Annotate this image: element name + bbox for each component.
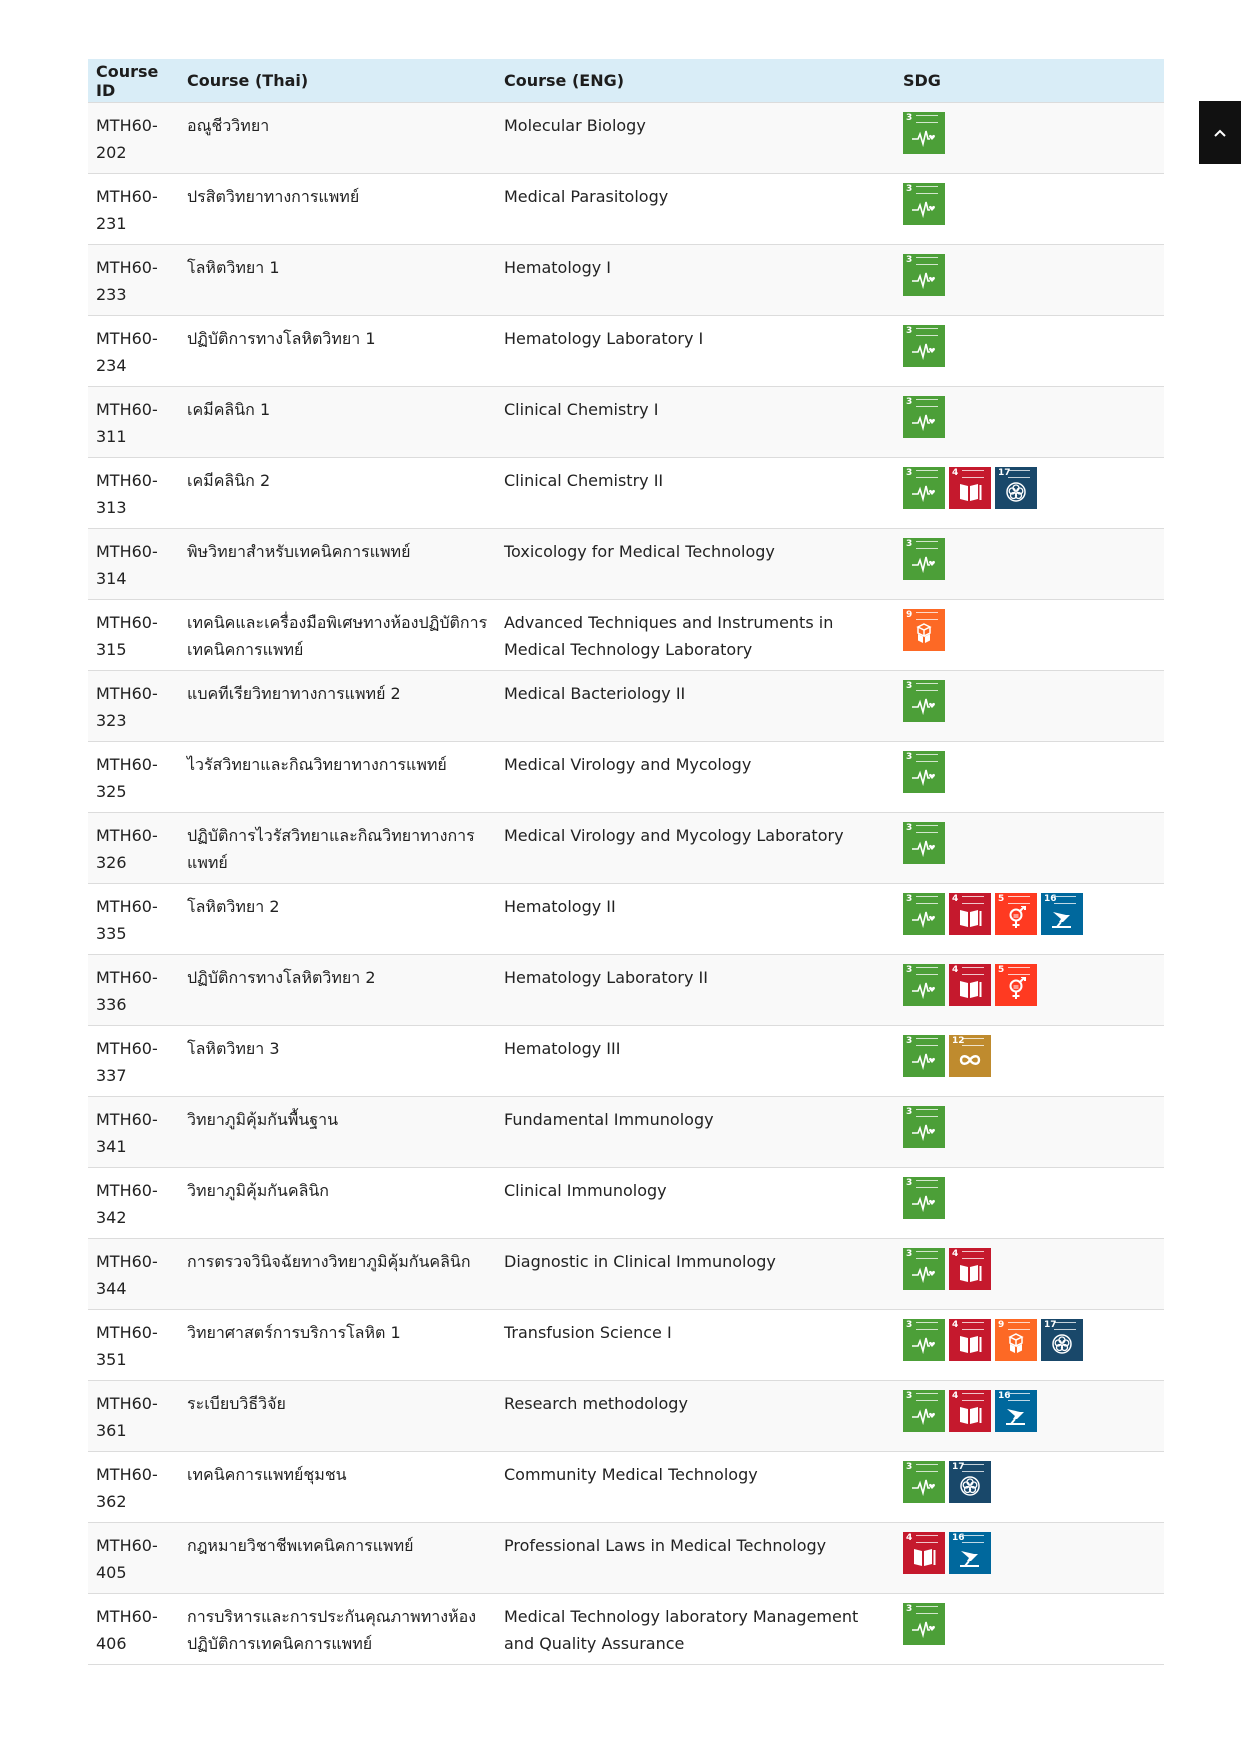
heartbeat-icon	[911, 551, 937, 575]
course-id-number: 311	[96, 427, 127, 446]
sdg-cell	[895, 600, 1164, 671]
course-id-prefix: MTH60-	[96, 1394, 158, 1413]
sdg-icon-list	[903, 1248, 1156, 1290]
sdg-12-icon: 12	[949, 1035, 991, 1077]
course-english-name: Hematology I	[504, 258, 611, 277]
course-id-prefix: MTH60-	[96, 1181, 158, 1200]
sdg-icon-list	[903, 964, 1156, 1006]
sdg-9-icon: 9	[995, 1319, 1037, 1361]
table-row	[88, 1168, 1164, 1239]
heartbeat-icon	[911, 1616, 937, 1640]
course-thai-name: วิทยาศาสตร์การบริการโลหิต 1	[187, 1323, 401, 1342]
flower-icon	[1049, 1332, 1075, 1356]
course-table	[88, 59, 1164, 1665]
header-course-eng: Course (ENG)	[504, 71, 625, 90]
table-row	[88, 458, 1164, 529]
sdg-17-icon: 17	[1041, 1319, 1083, 1361]
course-english-name: Hematology Laboratory I	[504, 329, 704, 348]
course-id-prefix: MTH60-	[96, 1323, 158, 1342]
sdg-cell	[895, 529, 1164, 600]
sdg-icon-list	[903, 609, 1156, 651]
heartbeat-icon	[911, 835, 937, 859]
course-thai-name: พิษวิทยาสำหรับเทคนิคการแพทย์	[187, 542, 411, 561]
dove-icon	[1003, 1403, 1029, 1427]
sdg-3-icon: 3	[903, 183, 945, 225]
course-id-number: 336	[96, 995, 127, 1014]
sdg-icon-list	[903, 538, 1156, 580]
course-id-prefix: MTH60-	[96, 826, 158, 845]
heartbeat-icon	[911, 693, 937, 717]
course-english-name: Clinical Chemistry II	[504, 471, 664, 490]
sdg-4-icon: 4	[903, 1532, 945, 1574]
course-id-number: 231	[96, 214, 127, 233]
course-id-prefix: MTH60-	[96, 1536, 158, 1555]
sdg-icon-list	[903, 112, 1156, 154]
course-english-name: Community Medical Technology	[504, 1465, 758, 1484]
course-id-number: 234	[96, 356, 127, 375]
book-icon	[957, 1403, 983, 1427]
course-id-number: 335	[96, 924, 127, 943]
course-id-cell	[88, 1026, 179, 1097]
table-row	[88, 813, 1164, 884]
flower-icon	[1003, 480, 1029, 504]
book-icon	[957, 480, 983, 504]
course-thai-name: เคมีคลินิก 1	[187, 400, 271, 419]
heartbeat-icon	[911, 480, 937, 504]
table-row	[88, 1026, 1164, 1097]
flower-icon	[957, 1474, 983, 1498]
table-row	[88, 1097, 1164, 1168]
course-id-cell	[88, 813, 179, 884]
sdg-16-icon: 16	[949, 1532, 991, 1574]
table-row	[88, 742, 1164, 813]
sdg-cell	[895, 1594, 1164, 1665]
sdg-cell	[895, 884, 1164, 955]
table-row	[88, 245, 1164, 316]
course-english-name: Transfusion Science I	[504, 1323, 672, 1342]
heartbeat-icon	[911, 267, 937, 291]
sdg-icon-list	[903, 183, 1156, 225]
course-id-cell	[88, 1594, 179, 1665]
sdg-3-icon: 3	[903, 325, 945, 367]
sdg-cell	[895, 742, 1164, 813]
course-id-cell	[88, 1381, 179, 1452]
course-id-number: 361	[96, 1421, 127, 1440]
sdg-5-icon: 5	[995, 964, 1037, 1006]
course-id-prefix: MTH60-	[96, 1110, 158, 1129]
sdg-cell	[895, 1381, 1164, 1452]
course-english-name: Diagnostic in Clinical Immunology	[504, 1252, 776, 1271]
sdg-16-icon: 16	[1041, 893, 1083, 935]
header-course-id: Course ID	[96, 61, 159, 100]
sdg-icon-list	[903, 467, 1156, 509]
chevron-up-icon	[1214, 129, 1226, 137]
course-id-number: 233	[96, 285, 127, 304]
sdg-cell	[895, 458, 1164, 529]
course-english-name: Advanced Techniques and Instruments in Medical Technology Laboratory	[504, 613, 834, 659]
sdg-3-icon: 3	[903, 1035, 945, 1077]
course-english-name: Medical Virology and Mycology	[504, 755, 752, 774]
course-id-prefix: MTH60-	[96, 1252, 158, 1271]
course-thai-name: วิทยาภูมิคุ้มกันพื้นฐาน	[187, 1110, 339, 1129]
course-english-name: Medical Bacteriology II	[504, 684, 686, 703]
course-english-name: Professional Laws in Medical Technology	[504, 1536, 827, 1555]
table-row	[88, 955, 1164, 1026]
sdg-icon-list	[903, 751, 1156, 793]
sdg-icon-list	[903, 254, 1156, 296]
course-id-prefix: MTH60-	[96, 471, 158, 490]
course-thai-name: โลหิตวิทยา 1	[187, 258, 280, 277]
sdg-3-icon: 3	[903, 112, 945, 154]
book-icon	[957, 906, 983, 930]
cubes-icon	[1003, 1332, 1029, 1356]
sdg-cell	[895, 813, 1164, 884]
course-id-cell	[88, 671, 179, 742]
course-id-cell	[88, 245, 179, 316]
sdg-icon-list	[903, 1461, 1156, 1503]
sdg-4-icon: 4	[949, 1319, 991, 1361]
course-id-prefix: MTH60-	[96, 116, 158, 135]
course-id-cell	[88, 174, 179, 245]
course-thai-name: เทคนิคการแพทย์ชุมชน	[187, 1465, 347, 1484]
sdg-3-icon: 3	[903, 751, 945, 793]
sdg-3-icon: 3	[903, 1390, 945, 1432]
course-thai-name: การตรวจวินิจฉัยทางวิทยาภูมิคุ้มกันคลินิก	[187, 1252, 471, 1271]
sdg-3-icon: 3	[903, 396, 945, 438]
course-id-cell	[88, 1097, 179, 1168]
sdg-cell	[895, 1523, 1164, 1594]
table-row	[88, 1239, 1164, 1310]
sdg-3-icon: 3	[903, 1106, 945, 1148]
header-sdg: SDG	[903, 71, 941, 90]
sdg-3-icon: 3	[903, 1461, 945, 1503]
sdg-3-icon: 3	[903, 538, 945, 580]
table-row	[88, 174, 1164, 245]
dove-icon	[1049, 906, 1075, 930]
course-id-cell	[88, 316, 179, 387]
course-id-number: 313	[96, 498, 127, 517]
table-row	[88, 387, 1164, 458]
table-row	[88, 671, 1164, 742]
heartbeat-icon	[911, 196, 937, 220]
heartbeat-icon	[911, 1190, 937, 1214]
course-id-cell	[88, 742, 179, 813]
book-icon	[911, 1545, 937, 1569]
course-thai-name: ปรสิตวิทยาทางการแพทย์	[187, 187, 360, 206]
sdg-16-icon: 16	[995, 1390, 1037, 1432]
header-row	[88, 59, 1164, 103]
sdg-icon-list	[903, 1035, 1156, 1077]
course-id-prefix: MTH60-	[96, 684, 158, 703]
heartbeat-icon	[911, 1119, 937, 1143]
sdg-4-icon: 4	[949, 1248, 991, 1290]
course-english-name: Hematology II	[504, 897, 616, 916]
course-thai-name: แบคทีเรียวิทยาทางการแพทย์ 2	[187, 684, 401, 703]
sdg-icon-list	[903, 680, 1156, 722]
book-icon	[957, 1261, 983, 1285]
sdg-cell	[895, 1097, 1164, 1168]
course-id-prefix: MTH60-	[96, 968, 158, 987]
course-id-prefix: MTH60-	[96, 897, 158, 916]
sdg-icon-list	[903, 325, 1156, 367]
course-id-number: 202	[96, 143, 127, 162]
sdg-3-icon: 3	[903, 467, 945, 509]
sdg-icon-list	[903, 1319, 1156, 1361]
sdg-4-icon: 4	[949, 893, 991, 935]
course-id-prefix: MTH60-	[96, 542, 158, 561]
heartbeat-icon	[911, 764, 937, 788]
sdg-cell	[895, 103, 1164, 174]
sdg-3-icon: 3	[903, 1603, 945, 1645]
sdg-3-icon: 3	[903, 254, 945, 296]
course-id-number: 325	[96, 782, 127, 801]
sdg-cell	[895, 955, 1164, 1026]
course-english-name: Molecular Biology	[504, 116, 646, 135]
table-row	[88, 529, 1164, 600]
cubes-icon	[911, 622, 937, 646]
course-thai-name: เคมีคลินิก 2	[187, 471, 271, 490]
course-id-cell	[88, 955, 179, 1026]
course-english-name: Toxicology for Medical Technology	[504, 542, 775, 561]
sdg-icon-list	[903, 822, 1156, 864]
course-id-number: 344	[96, 1279, 127, 1298]
course-id-prefix: MTH60-	[96, 1039, 158, 1058]
sdg-cell	[895, 1168, 1164, 1239]
heartbeat-icon	[911, 1048, 937, 1072]
infinity-icon	[957, 1048, 983, 1072]
course-thai-name: การบริหารและการประกันคุณภาพทางห้องปฏิบัติการเทคนิคการแพทย์	[187, 1607, 477, 1653]
table-row	[88, 1523, 1164, 1594]
heartbeat-icon	[911, 1474, 937, 1498]
sdg-cell	[895, 1026, 1164, 1097]
dove-icon	[957, 1545, 983, 1569]
sdg-cell	[895, 387, 1164, 458]
course-thai-name: กฎหมายวิชาชีพเทคนิคการแพทย์	[187, 1536, 414, 1555]
sdg-cell	[895, 316, 1164, 387]
sdg-icon-list	[903, 1603, 1156, 1645]
course-id-number: 342	[96, 1208, 127, 1227]
course-thai-name: วิทยาภูมิคุ้มกันคลินิก	[187, 1181, 329, 1200]
table-row	[88, 600, 1164, 671]
sdg-4-icon: 4	[949, 467, 991, 509]
sdg-3-icon: 3	[903, 1319, 945, 1361]
course-id-number: 326	[96, 853, 127, 872]
table-row	[88, 1310, 1164, 1381]
sdg-cell	[895, 1452, 1164, 1523]
heartbeat-icon	[911, 977, 937, 1001]
sdg-3-icon: 3	[903, 893, 945, 935]
sdg-5-icon: 5	[995, 893, 1037, 935]
course-id-cell	[88, 1168, 179, 1239]
course-thai-name: ปฏิบัติการทางโลหิตวิทยา 2	[187, 968, 376, 987]
course-english-name: Hematology Laboratory II	[504, 968, 708, 987]
table-row	[88, 1594, 1164, 1665]
heartbeat-icon	[911, 906, 937, 930]
sdg-icon-list	[903, 1177, 1156, 1219]
course-id-number: 341	[96, 1137, 127, 1156]
course-thai-name: โลหิตวิทยา 2	[187, 897, 280, 916]
course-id-cell	[88, 884, 179, 955]
sdg-3-icon: 3	[903, 680, 945, 722]
table-row	[88, 316, 1164, 387]
table-row	[88, 1381, 1164, 1452]
course-id-cell	[88, 600, 179, 671]
course-id-cell	[88, 529, 179, 600]
sdg-cell	[895, 174, 1164, 245]
course-id-prefix: MTH60-	[96, 258, 158, 277]
course-id-number: 351	[96, 1350, 127, 1369]
course-id-number: 323	[96, 711, 127, 730]
course-id-prefix: MTH60-	[96, 755, 158, 774]
sdg-3-icon: 3	[903, 822, 945, 864]
course-id-number: 315	[96, 640, 127, 659]
sdg-icon-list	[903, 396, 1156, 438]
course-english-name: Clinical Immunology	[504, 1181, 667, 1200]
sdg-icon-list	[903, 1390, 1156, 1432]
gender-icon	[1003, 977, 1029, 1001]
course-id-cell	[88, 387, 179, 458]
course-thai-name: เทคนิคและเครื่องมือพิเศษทางห้องปฏิบัติการเทคนิคการแพทย์	[187, 613, 488, 659]
course-id-number: 337	[96, 1066, 127, 1085]
sdg-3-icon: 3	[903, 964, 945, 1006]
heartbeat-icon	[911, 1332, 937, 1356]
sdg-4-icon: 4	[949, 1390, 991, 1432]
course-thai-name: ปฏิบัติการไวรัสวิทยาและกิณวิทยาทางการแพทย์	[187, 826, 475, 872]
course-id-cell	[88, 1523, 179, 1594]
course-id-cell	[88, 1452, 179, 1523]
scroll-to-top-button[interactable]	[1199, 101, 1241, 164]
sdg-icon-list	[903, 1532, 1156, 1574]
course-id-prefix: MTH60-	[96, 1465, 158, 1484]
table-header	[88, 59, 1164, 103]
course-id-prefix: MTH60-	[96, 187, 158, 206]
course-id-prefix: MTH60-	[96, 329, 158, 348]
sdg-17-icon: 17	[995, 467, 1037, 509]
course-thai-name: ปฏิบัติการทางโลหิตวิทยา 1	[187, 329, 376, 348]
course-id-cell	[88, 458, 179, 529]
heartbeat-icon	[911, 409, 937, 433]
course-english-name: Medical Parasitology	[504, 187, 669, 206]
sdg-icon-list	[903, 893, 1156, 935]
course-english-name: Fundamental Immunology	[504, 1110, 714, 1129]
sdg-cell	[895, 1310, 1164, 1381]
course-thai-name: ระเบียบวิธีวิจัย	[187, 1394, 286, 1413]
table-row	[88, 103, 1164, 174]
course-english-name: Medical Technology laboratory Management and Quality Assurance	[504, 1607, 859, 1653]
course-thai-name: ไวรัสวิทยาและกิณวิทยาทางการแพทย์	[187, 755, 447, 774]
table-row	[88, 1452, 1164, 1523]
heartbeat-icon	[911, 1403, 937, 1427]
course-id-number: 362	[96, 1492, 127, 1511]
heartbeat-icon	[911, 1261, 937, 1285]
course-table-container	[88, 59, 1164, 1665]
header-course-thai: Course (Thai)	[187, 71, 309, 90]
course-english-name: Clinical Chemistry I	[504, 400, 659, 419]
sdg-3-icon: 3	[903, 1177, 945, 1219]
heartbeat-icon	[911, 125, 937, 149]
table-body	[88, 103, 1164, 1665]
course-id-number: 406	[96, 1634, 127, 1653]
heartbeat-icon	[911, 338, 937, 362]
course-id-cell	[88, 1310, 179, 1381]
book-icon	[957, 1332, 983, 1356]
course-id-number: 405	[96, 1563, 127, 1582]
course-id-cell	[88, 1239, 179, 1310]
table-row	[88, 884, 1164, 955]
sdg-cell	[895, 1239, 1164, 1310]
course-id-number: 314	[96, 569, 127, 588]
course-thai-name: อณูชีววิทยา	[187, 116, 270, 135]
course-english-name: Hematology III	[504, 1039, 621, 1058]
course-id-cell	[88, 103, 179, 174]
sdg-cell	[895, 671, 1164, 742]
sdg-icon-list	[903, 1106, 1156, 1148]
course-english-name: Medical Virology and Mycology Laboratory	[504, 826, 844, 845]
course-english-name: Research methodology	[504, 1394, 688, 1413]
sdg-cell	[895, 245, 1164, 316]
course-thai-name: โลหิตวิทยา 3	[187, 1039, 280, 1058]
book-icon	[957, 977, 983, 1001]
sdg-4-icon: 4	[949, 964, 991, 1006]
sdg-3-icon: 3	[903, 1248, 945, 1290]
gender-icon	[1003, 906, 1029, 930]
course-id-prefix: MTH60-	[96, 1607, 158, 1626]
course-id-prefix: MTH60-	[96, 400, 158, 419]
course-id-prefix: MTH60-	[96, 613, 158, 632]
sdg-9-icon: 9	[903, 609, 945, 651]
sdg-17-icon: 17	[949, 1461, 991, 1503]
